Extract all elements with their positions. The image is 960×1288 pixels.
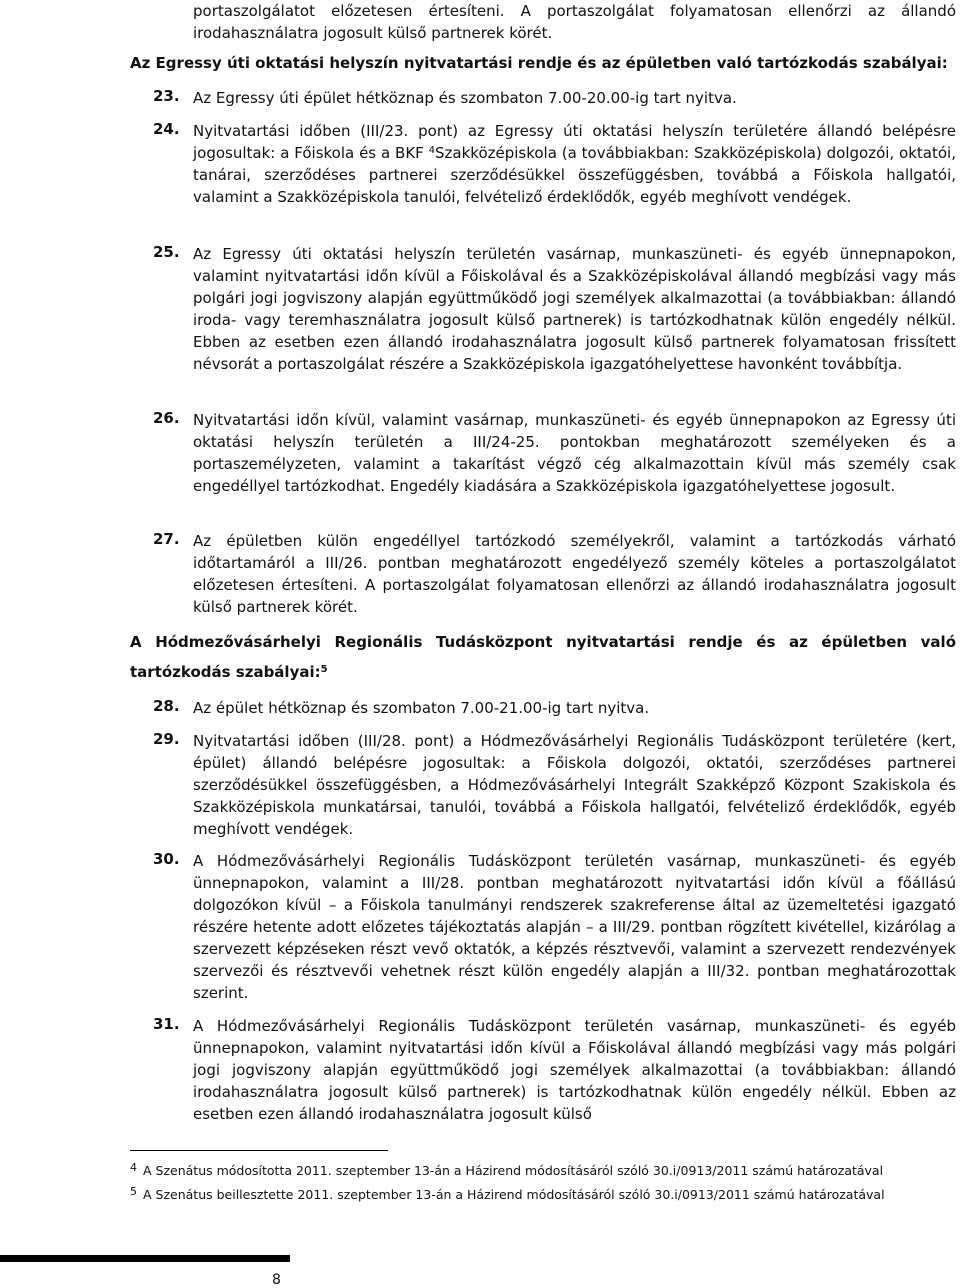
continued-paragraph: portaszolgálatot előzetesen értesíteni. A portaszolgálat folyamatosan ellenőrzi az állandó irodahasználatra jogosult külső partnerek körét. xyxy=(193,2,956,42)
footnote-mark: 5 xyxy=(130,1185,137,1198)
item-text: Az Egressy úti oktatási helyszín területén vasárnap, munkaszüneti- és egyéb ünnepnapokon, valamint nyitvatartási időn kívül a Főiskolával és a Szakközépiskolával állandó megbízási vagy más polgári jogi jogviszony alapján együttműködő jogi személyek alkalmazottai (a továbbiakban: állandó iroda- vagy teremhasználatra jogosult külső partnerek) is tartózkodhatnak külön engedély nélkül. Ebben az esetben ezen állandó irodahasználatra jogosult külső partnerek folyamatosan frissített névsorát a portaszolgálat részére a Szakközépiskola igazgatóhelyettese havonként továbbítja. xyxy=(193,245,956,373)
item-text xyxy=(193,120,956,208)
item-number: 28. xyxy=(153,697,180,715)
item-text-part: Szakközépiskola (a továbbiakban: Szakközépiskola) dolgozói, oktatói, tanárai, szerződéses partnerei szerződésükkel összefüggésben, továbbá a Főiskola hallgatói, valamint a Szakközépiskola tanulói, felvételiző érdeklődők, egyéb meghívott vendégek. xyxy=(193,144,956,206)
section-heading-hodmezovasarhely xyxy=(130,627,956,687)
footnote-separator xyxy=(130,1150,388,1151)
footnote-reference: 4 xyxy=(428,145,436,156)
item-text: Nyitvatartási időn kívül, valamint vasárnap, munkaszüneti- és egyéb ünnepnapokon az Egressy úti oktatási helyszín területén a III/24-25. pontokban meghatározott személyeken és a portaszemélyzeten, valamint a takarítást végző cég alkalmazottain kívül más személy csak engedéllyel tartózkodhat. Engedély kiadására a Szakközépiskola igazgatóhelyettese jogosult. xyxy=(193,411,956,495)
item-number: 30. xyxy=(153,850,180,868)
footnote-text: A Szenátus beillesztette 2011. szeptember 13-án a Házirend módosításáról szóló 30.i/0913/2011 számú határozatával xyxy=(143,1187,885,1202)
item-number: 31. xyxy=(153,1015,180,1033)
item-number: 24. xyxy=(153,120,180,138)
item-number: 27. xyxy=(153,530,180,548)
item-text: Az épületben külön engedéllyel tartózkodó személyekről, valamint a tartózkodás várható időtartamáról a III/26. pontban meghatározott engedélyező személy köteles a portaszolgálatot előzetesen értesíteni. A portaszolgálat folyamatosan ellenőrzi az állandó irodahasználatra jogosult külső partnerek körét. xyxy=(193,532,956,616)
item-text: Az épület hétköznap és szombaton 7.00-21.00-ig tart nyitva. xyxy=(193,699,650,717)
item-number: 25. xyxy=(153,243,180,261)
footnote-mark: 4 xyxy=(130,1161,137,1174)
page-number: 8 xyxy=(272,1272,281,1288)
section-heading-text: A Hódmezővásárhelyi Regionális Tudásközpont nyitvatartási rendje és az épületben való tartózkodás szabályai: xyxy=(130,633,956,681)
footnote-reference: 5 xyxy=(320,664,328,675)
item-text: A Hódmezővásárhelyi Regionális Tudásközpont területén vasárnap, munkaszüneti- és egyéb ünnepnapokon, valamint nyitvatartási időn kívül a Főiskolával állandó megbízási vagy más polgári jogi jogviszony alapján együttműködő jogi személyek alkalmazottai (a továbbiakban: állandó irodahasználatra jogosult külső partnerek) is tartózkodhatnak külön engedély nélkül. Ebben az esetben ezen állandó irodahasználatra jogosult külső xyxy=(193,1017,956,1123)
section-heading-egressy: Az Egressy úti oktatási helyszín nyitvatartási rendje és az épületben való tartózkodás szabályai: xyxy=(130,54,948,72)
item-text: Nyitvatartási időben (III/28. pont) a Hódmezővásárhelyi Regionális Tudásközpont területére (kert, épület) állandó belépésre jogosultak: a Főiskola dolgozói, oktatói, szerződéses partnerei szerződésükkel összefüggésben, a Hódmezővásárhelyi Integrált Szakképző Központ Szakiskola és Szakközépiskola munkatársai, tanulói, továbbá a Főiskola hallgatói, felvételiző érdeklődők, egyéb meghívott vendégek. xyxy=(193,732,956,838)
item-text-part: Nyitvatartási időben (III/23. pont) az Egressy úti oktatási helyszín területére állandó belépésre jogosultak: a Főiskola és a BKF xyxy=(193,122,956,162)
item-number: 23. xyxy=(153,87,180,105)
footnote-text: A Szenátus módosította 2011. szeptember 13-án a Házirend módosításáról szóló 30.i/0913/2011 számú határozatával xyxy=(143,1163,884,1178)
item-number: 26. xyxy=(153,409,180,427)
item-text: A Hódmezővásárhelyi Regionális Tudásközpont területén vasárnap, munkaszüneti- és egyéb ünnepnapokon, valamint a III/28. pontban meghatározott nyitvatartási időn kívül a főállású dolgozókon kívül – a Főiskola tanulmányi rendszerek szakreferense által az üzemeltetési igazgató részére hetente adott előzetes tájékoztatás alapján – a III/29. pontban rögzített kivétellel, kizárólag a szervezett képzéseken részt vevő oktatók, a képzés résztvevői, valamint a szervezett rendezvények szervezői és résztvevői vehetnek részt külön engedély alapján a III/32. pontban meghatározottak szerint. xyxy=(193,852,956,1002)
footer-bar xyxy=(0,1255,290,1262)
item-number: 29. xyxy=(153,730,180,748)
item-text: Az Egressy úti épület hétköznap és szombaton 7.00-20.00-ig tart nyitva. xyxy=(193,89,737,107)
